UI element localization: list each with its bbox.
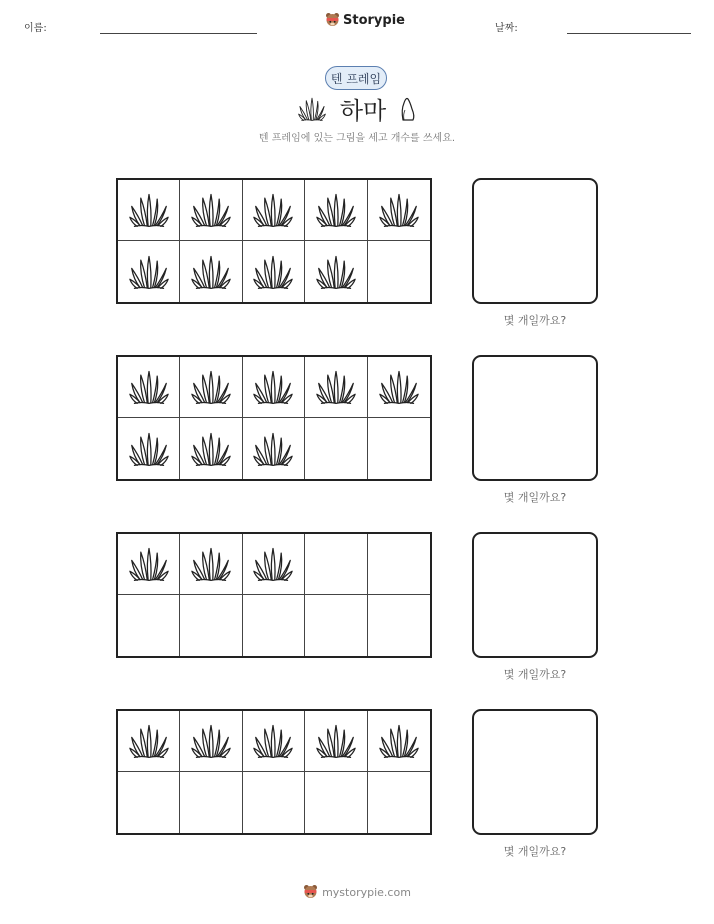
grass-icon xyxy=(191,253,231,291)
grass-icon xyxy=(253,368,293,406)
grass-icon xyxy=(191,545,231,583)
grass-icon xyxy=(129,722,169,760)
grass-icon xyxy=(253,253,293,291)
grass-icon xyxy=(253,722,293,760)
grass-icon xyxy=(316,253,356,291)
tooth-icon xyxy=(400,96,416,122)
grass-icon xyxy=(129,430,169,468)
grass-icon xyxy=(129,253,169,291)
date-line[interactable] xyxy=(567,33,691,34)
grass-icon xyxy=(191,430,231,468)
ten-frame-cell xyxy=(118,180,180,241)
ten-frame-cell xyxy=(305,180,367,241)
brand xyxy=(325,12,405,28)
ten-frame-cell xyxy=(180,711,242,772)
grass-icon xyxy=(129,368,169,406)
worksheet-type-badge: 텐 프레임 xyxy=(325,66,387,90)
ten-frame-cell xyxy=(118,418,180,479)
ten-frame-cell xyxy=(368,772,430,833)
ten-frame-cell xyxy=(305,241,367,302)
ten-frame-cell xyxy=(118,711,180,772)
name-label: 이름: xyxy=(24,23,47,34)
ten-frame-cell xyxy=(243,241,305,302)
grass-icon xyxy=(253,430,293,468)
ten-frame-cell xyxy=(243,534,305,595)
ten-frame-cell xyxy=(243,711,305,772)
question-label: 몇 개일까요? xyxy=(503,845,567,858)
footer xyxy=(0,884,714,900)
ten-frame xyxy=(116,709,432,835)
ten-frame-cell xyxy=(118,534,180,595)
brand-name: Storypie xyxy=(343,12,405,28)
grass-icon xyxy=(129,545,169,583)
ten-frame-cell xyxy=(180,418,242,479)
grass-icon xyxy=(379,722,419,760)
answer-box[interactable] xyxy=(472,709,598,835)
ten-frame-cell xyxy=(305,418,367,479)
page-title: 하마 xyxy=(339,97,387,125)
ten-frame-cell xyxy=(305,357,367,418)
question-label: 몇 개일까요? xyxy=(503,314,567,327)
instructions: 텐 프레임에 있는 그림을 세고 개수를 쓰세요. xyxy=(258,133,456,144)
grass-icon xyxy=(191,368,231,406)
ten-frame-cell xyxy=(368,534,430,595)
answer-box[interactable] xyxy=(472,355,598,481)
question-label: 몇 개일까요? xyxy=(503,668,567,681)
grass-icon xyxy=(253,545,293,583)
answer-box[interactable] xyxy=(472,532,598,658)
name-line[interactable] xyxy=(100,33,257,34)
ten-frame xyxy=(116,178,432,304)
answer-box[interactable] xyxy=(472,178,598,304)
ten-frame-cell xyxy=(180,241,242,302)
ten-frame-cell xyxy=(368,241,430,302)
ten-frame-cell xyxy=(305,711,367,772)
grass-icon xyxy=(191,191,231,229)
grass-icon xyxy=(298,96,326,122)
ten-frame-cell xyxy=(180,357,242,418)
ten-frame-cell xyxy=(118,241,180,302)
ten-frame-cell xyxy=(368,711,430,772)
grass-icon xyxy=(379,368,419,406)
grass-icon xyxy=(253,191,293,229)
ten-frame-cell xyxy=(243,772,305,833)
bear-logo-icon xyxy=(325,12,340,28)
ten-frame-cell xyxy=(305,534,367,595)
grass-icon xyxy=(379,191,419,229)
ten-frame-cell xyxy=(305,595,367,656)
ten-frame xyxy=(116,532,432,658)
ten-frame-cell xyxy=(118,772,180,833)
question-label: 몇 개일까요? xyxy=(503,491,567,504)
ten-frame-cell xyxy=(243,180,305,241)
ten-frame-cell xyxy=(243,595,305,656)
ten-frame-cell xyxy=(305,772,367,833)
grass-icon xyxy=(316,368,356,406)
grass-icon xyxy=(191,722,231,760)
grass-icon xyxy=(316,722,356,760)
ten-frame-cell xyxy=(243,418,305,479)
title-row xyxy=(0,91,714,126)
footer-url[interactable]: mystorypie.com xyxy=(322,885,411,899)
ten-frame-cell xyxy=(180,595,242,656)
grass-icon xyxy=(316,191,356,229)
ten-frame-cell xyxy=(180,534,242,595)
date-label: 날짜: xyxy=(495,23,518,34)
ten-frame-cell xyxy=(243,357,305,418)
ten-frame-cell xyxy=(368,180,430,241)
ten-frame-cell xyxy=(368,595,430,656)
ten-frame xyxy=(116,355,432,481)
grass-icon xyxy=(129,191,169,229)
ten-frame-cell xyxy=(180,180,242,241)
ten-frame-cell xyxy=(118,595,180,656)
ten-frame-cell xyxy=(180,772,242,833)
ten-frame-cell xyxy=(368,357,430,418)
ten-frame-cell xyxy=(118,357,180,418)
ten-frame-cell xyxy=(368,418,430,479)
bear-logo-icon xyxy=(303,884,318,900)
